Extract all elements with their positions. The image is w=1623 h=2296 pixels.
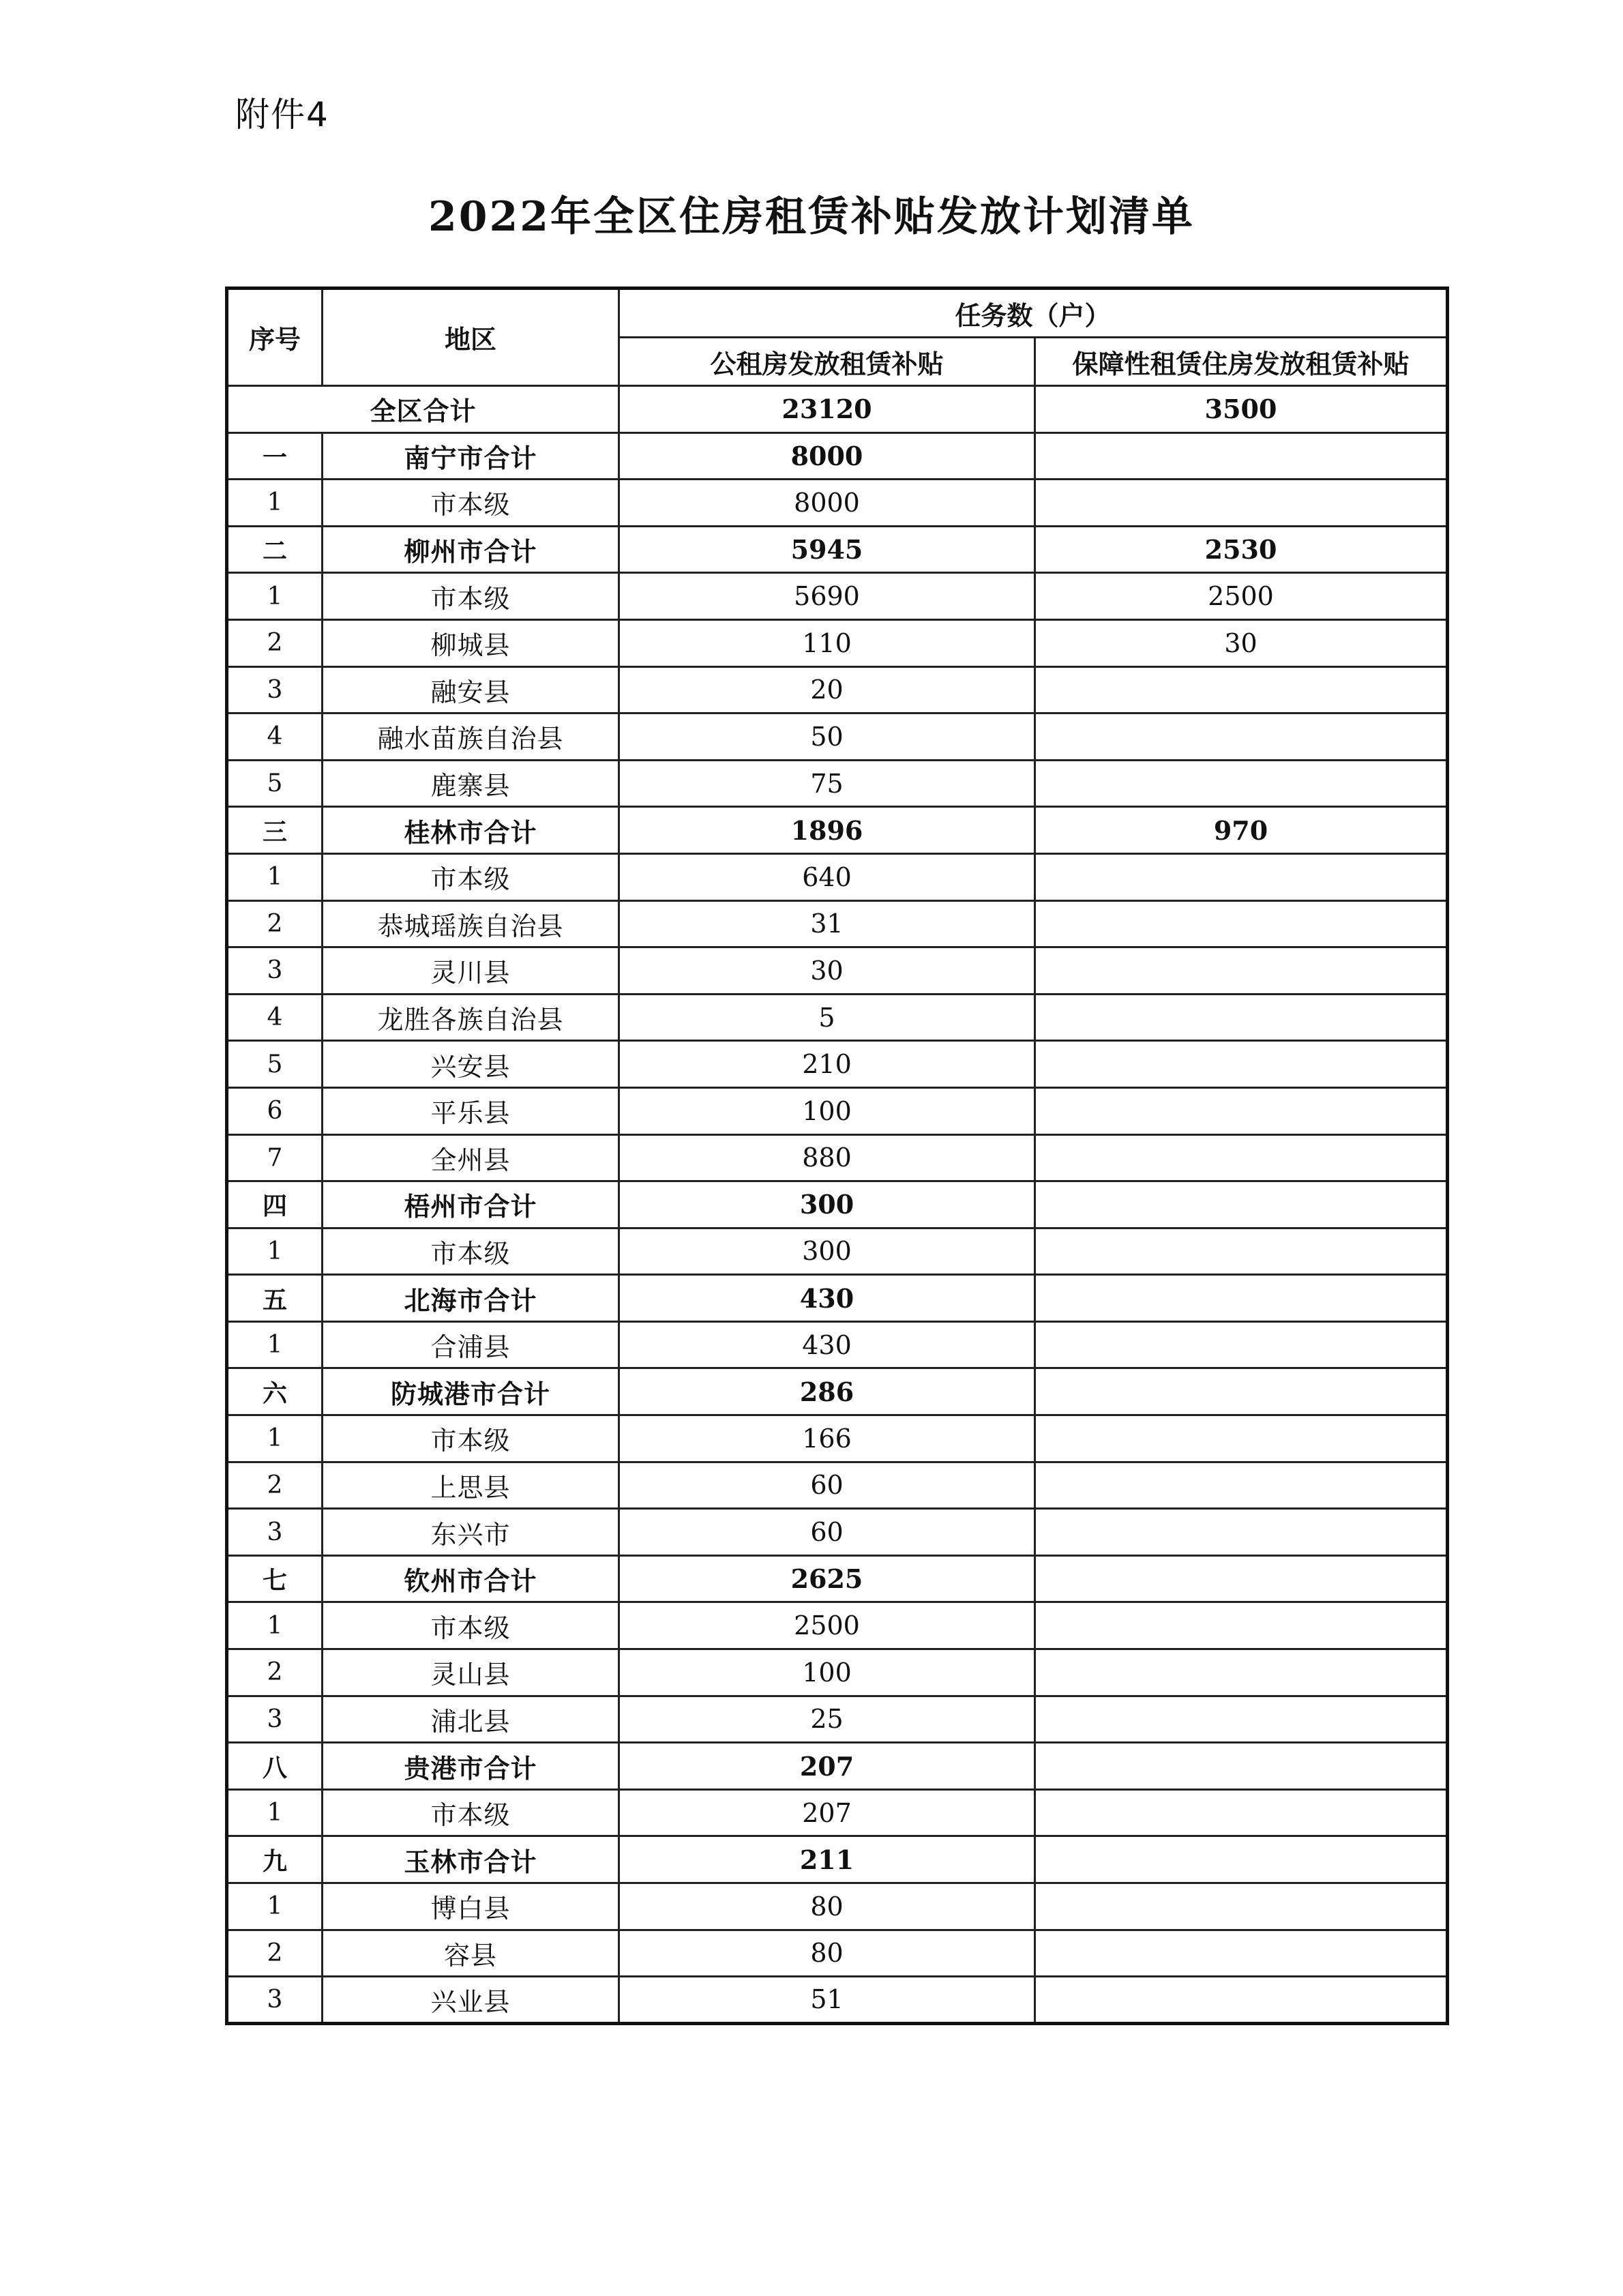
row-region: 市本级 — [323, 853, 619, 900]
row-seq: 2 — [227, 1649, 323, 1696]
row-region: 市本级 — [323, 573, 619, 620]
row-public-rental: 210 — [619, 1041, 1035, 1088]
table-row — [227, 1696, 1448, 1743]
row-affordable-rental — [1035, 900, 1448, 947]
row-seq: 4 — [227, 713, 323, 761]
row-affordable-rental — [1035, 760, 1448, 807]
row-seq: 1 — [227, 1228, 323, 1275]
row-seq: 1 — [227, 1415, 323, 1462]
table-row — [227, 853, 1448, 900]
table-row — [227, 666, 1448, 713]
row-seq: 1 — [227, 1789, 323, 1836]
row-affordable-rental: 2530 — [1035, 526, 1448, 573]
row-affordable-rental — [1035, 947, 1448, 995]
city-subtotal-row — [227, 1836, 1448, 1883]
row-public-rental: 60 — [619, 1462, 1035, 1509]
row-region: 柳城县 — [323, 619, 619, 666]
row-seq: 6 — [227, 1087, 323, 1134]
row-region: 玉林市合计 — [323, 1836, 619, 1883]
attachment-label: 附件4 — [235, 95, 329, 134]
header-task-group: 任务数（户） — [619, 289, 1448, 338]
row-affordable-rental — [1035, 1462, 1448, 1509]
row-public-rental: 31 — [619, 900, 1035, 947]
row-seq: 1 — [227, 1602, 323, 1649]
row-public-rental: 51 — [619, 1977, 1035, 2024]
table-row — [227, 1977, 1448, 2024]
table-row — [227, 1041, 1448, 1088]
row-public-rental: 5 — [619, 994, 1035, 1041]
row-affordable-rental — [1035, 1977, 1448, 2024]
row-affordable-rental: 970 — [1035, 807, 1448, 854]
city-subtotal-row — [227, 1555, 1448, 1602]
row-region: 钦州市合计 — [323, 1555, 619, 1602]
row-affordable-rental — [1035, 1930, 1448, 1977]
row-region: 融安县 — [323, 666, 619, 713]
row-region: 市本级 — [323, 1228, 619, 1275]
row-public-rental: 5945 — [619, 526, 1035, 573]
row-region: 龙胜各族自治县 — [323, 994, 619, 1041]
row-region: 东兴市 — [323, 1509, 619, 1556]
table-row — [227, 1930, 1448, 1977]
row-affordable-rental — [1035, 1275, 1448, 1322]
row-public-rental: 110 — [619, 619, 1035, 666]
row-public-rental: 100 — [619, 1087, 1035, 1134]
header-row-1 — [227, 289, 1448, 338]
row-public-rental: 25 — [619, 1696, 1035, 1743]
row-affordable-rental — [1035, 480, 1448, 527]
row-region: 容县 — [323, 1930, 619, 1977]
row-affordable-rental — [1035, 1041, 1448, 1088]
row-affordable-rental — [1035, 1087, 1448, 1134]
row-public-rental: 430 — [619, 1321, 1035, 1368]
row-region: 博白县 — [323, 1883, 619, 1930]
table-row — [227, 1509, 1448, 1556]
header-public-rental: 公租房发放租赁补贴 — [619, 338, 1035, 386]
city-subtotal-row — [227, 432, 1448, 480]
table-row — [227, 947, 1448, 995]
row-affordable-rental: 30 — [1035, 619, 1448, 666]
city-subtotal-row — [227, 526, 1448, 573]
row-affordable-rental — [1035, 1649, 1448, 1696]
table-row — [227, 760, 1448, 807]
row-public-rental: 8000 — [619, 480, 1035, 527]
row-public-rental: 2625 — [619, 1555, 1035, 1602]
row-region: 柳州市合计 — [323, 526, 619, 573]
row-seq: 1 — [227, 480, 323, 527]
row-public-rental: 207 — [619, 1789, 1035, 1836]
row-region: 灵山县 — [323, 1649, 619, 1696]
table-row — [227, 619, 1448, 666]
row-affordable-rental — [1035, 853, 1448, 900]
row-public-rental: 100 — [619, 1649, 1035, 1696]
row-public-rental: 60 — [619, 1509, 1035, 1556]
table-row — [227, 1602, 1448, 1649]
row-region: 恭城瑶族自治县 — [323, 900, 619, 947]
table-row — [227, 1321, 1448, 1368]
row-public-rental: 30 — [619, 947, 1035, 995]
city-subtotal-row — [227, 1743, 1448, 1790]
row-seq: 3 — [227, 1509, 323, 1556]
grand-total-label: 全区合计 — [227, 386, 619, 433]
row-seq: 二 — [227, 526, 323, 573]
row-seq: 一 — [227, 432, 323, 480]
table-row — [227, 1134, 1448, 1181]
row-public-rental: 20 — [619, 666, 1035, 713]
row-seq: 3 — [227, 947, 323, 995]
row-region: 合浦县 — [323, 1321, 619, 1368]
row-affordable-rental — [1035, 1555, 1448, 1602]
table-row — [227, 713, 1448, 761]
table-row — [227, 1462, 1448, 1509]
row-seq: 九 — [227, 1836, 323, 1883]
row-region: 融水苗族自治县 — [323, 713, 619, 761]
row-affordable-rental: 2500 — [1035, 573, 1448, 620]
row-seq: 1 — [227, 573, 323, 620]
row-seq: 五 — [227, 1275, 323, 1322]
table-row — [227, 1415, 1448, 1462]
row-seq: 八 — [227, 1743, 323, 1790]
row-public-rental: 166 — [619, 1415, 1035, 1462]
row-public-rental: 286 — [619, 1368, 1035, 1415]
row-seq: 4 — [227, 994, 323, 1041]
row-affordable-rental — [1035, 713, 1448, 761]
row-region: 市本级 — [323, 480, 619, 527]
row-region: 兴业县 — [323, 1977, 619, 2024]
row-region: 桂林市合计 — [323, 807, 619, 854]
grand-total-row — [227, 386, 1448, 433]
row-affordable-rental — [1035, 1789, 1448, 1836]
city-subtotal-row — [227, 1181, 1448, 1228]
row-seq: 1 — [227, 1321, 323, 1368]
row-seq: 三 — [227, 807, 323, 854]
row-seq: 3 — [227, 1696, 323, 1743]
row-public-rental: 880 — [619, 1134, 1035, 1181]
row-region: 市本级 — [323, 1602, 619, 1649]
row-seq: 3 — [227, 1977, 323, 2024]
table-row — [227, 480, 1448, 527]
row-public-rental: 640 — [619, 853, 1035, 900]
row-region: 市本级 — [323, 1789, 619, 1836]
row-public-rental: 430 — [619, 1275, 1035, 1322]
table-row — [227, 900, 1448, 947]
header-region: 地区 — [323, 289, 619, 386]
row-public-rental: 2500 — [619, 1602, 1035, 1649]
row-seq: 四 — [227, 1181, 323, 1228]
row-seq: 2 — [227, 1930, 323, 1977]
row-affordable-rental — [1035, 1602, 1448, 1649]
row-region: 上思县 — [323, 1462, 619, 1509]
row-seq: 七 — [227, 1555, 323, 1602]
grand-total-public-rental: 23120 — [619, 386, 1035, 433]
row-public-rental: 211 — [619, 1836, 1035, 1883]
row-region: 防城港市合计 — [323, 1368, 619, 1415]
row-seq: 5 — [227, 1041, 323, 1088]
table-row — [227, 1789, 1448, 1836]
row-public-rental: 50 — [619, 713, 1035, 761]
document-title: 2022年全区住房租赁补贴发放计划清单 — [428, 193, 1195, 241]
row-region: 梧州市合计 — [323, 1181, 619, 1228]
table-row — [227, 1883, 1448, 1930]
subsidy-plan-table-wrapper — [225, 286, 1446, 2025]
row-public-rental: 80 — [619, 1930, 1035, 1977]
grand-total-affordable-rental: 3500 — [1035, 386, 1448, 433]
row-affordable-rental — [1035, 1181, 1448, 1228]
row-region: 鹿寨县 — [323, 760, 619, 807]
row-region: 全州县 — [323, 1134, 619, 1181]
row-seq: 2 — [227, 619, 323, 666]
row-affordable-rental — [1035, 1415, 1448, 1462]
row-affordable-rental — [1035, 1743, 1448, 1790]
row-affordable-rental — [1035, 1134, 1448, 1181]
row-public-rental: 1896 — [619, 807, 1035, 854]
row-region: 北海市合计 — [323, 1275, 619, 1322]
table-row — [227, 573, 1448, 620]
row-seq: 1 — [227, 1883, 323, 1930]
row-region: 贵港市合计 — [323, 1743, 619, 1790]
table-body — [227, 386, 1448, 2024]
city-subtotal-row — [227, 807, 1448, 854]
row-region: 南宁市合计 — [323, 432, 619, 480]
row-affordable-rental — [1035, 1321, 1448, 1368]
header-affordable-rental: 保障性租赁住房发放租赁补贴 — [1035, 338, 1448, 386]
header-seq: 序号 — [227, 289, 323, 386]
row-region: 灵川县 — [323, 947, 619, 995]
city-subtotal-row — [227, 1275, 1448, 1322]
row-region: 市本级 — [323, 1415, 619, 1462]
row-affordable-rental — [1035, 666, 1448, 713]
subsidy-plan-table — [225, 286, 1449, 2025]
row-affordable-rental — [1035, 1883, 1448, 1930]
row-seq: 7 — [227, 1134, 323, 1181]
row-affordable-rental — [1035, 1836, 1448, 1883]
row-seq: 六 — [227, 1368, 323, 1415]
row-public-rental: 5690 — [619, 573, 1035, 620]
row-region: 浦北县 — [323, 1696, 619, 1743]
table-row — [227, 1228, 1448, 1275]
row-affordable-rental — [1035, 994, 1448, 1041]
row-region: 兴安县 — [323, 1041, 619, 1088]
row-public-rental: 75 — [619, 760, 1035, 807]
row-public-rental: 80 — [619, 1883, 1035, 1930]
city-subtotal-row — [227, 1368, 1448, 1415]
row-seq: 3 — [227, 666, 323, 713]
row-region: 平乐县 — [323, 1087, 619, 1134]
row-seq: 2 — [227, 900, 323, 947]
row-public-rental: 207 — [619, 1743, 1035, 1790]
row-affordable-rental — [1035, 1509, 1448, 1556]
row-affordable-rental — [1035, 1696, 1448, 1743]
row-affordable-rental — [1035, 1228, 1448, 1275]
table-row — [227, 1087, 1448, 1134]
row-affordable-rental — [1035, 1368, 1448, 1415]
row-seq: 5 — [227, 760, 323, 807]
row-public-rental: 8000 — [619, 432, 1035, 480]
table-row — [227, 994, 1448, 1041]
row-seq: 2 — [227, 1462, 323, 1509]
row-public-rental: 300 — [619, 1181, 1035, 1228]
row-affordable-rental — [1035, 432, 1448, 480]
row-seq: 1 — [227, 853, 323, 900]
table-row — [227, 1649, 1448, 1696]
row-public-rental: 300 — [619, 1228, 1035, 1275]
